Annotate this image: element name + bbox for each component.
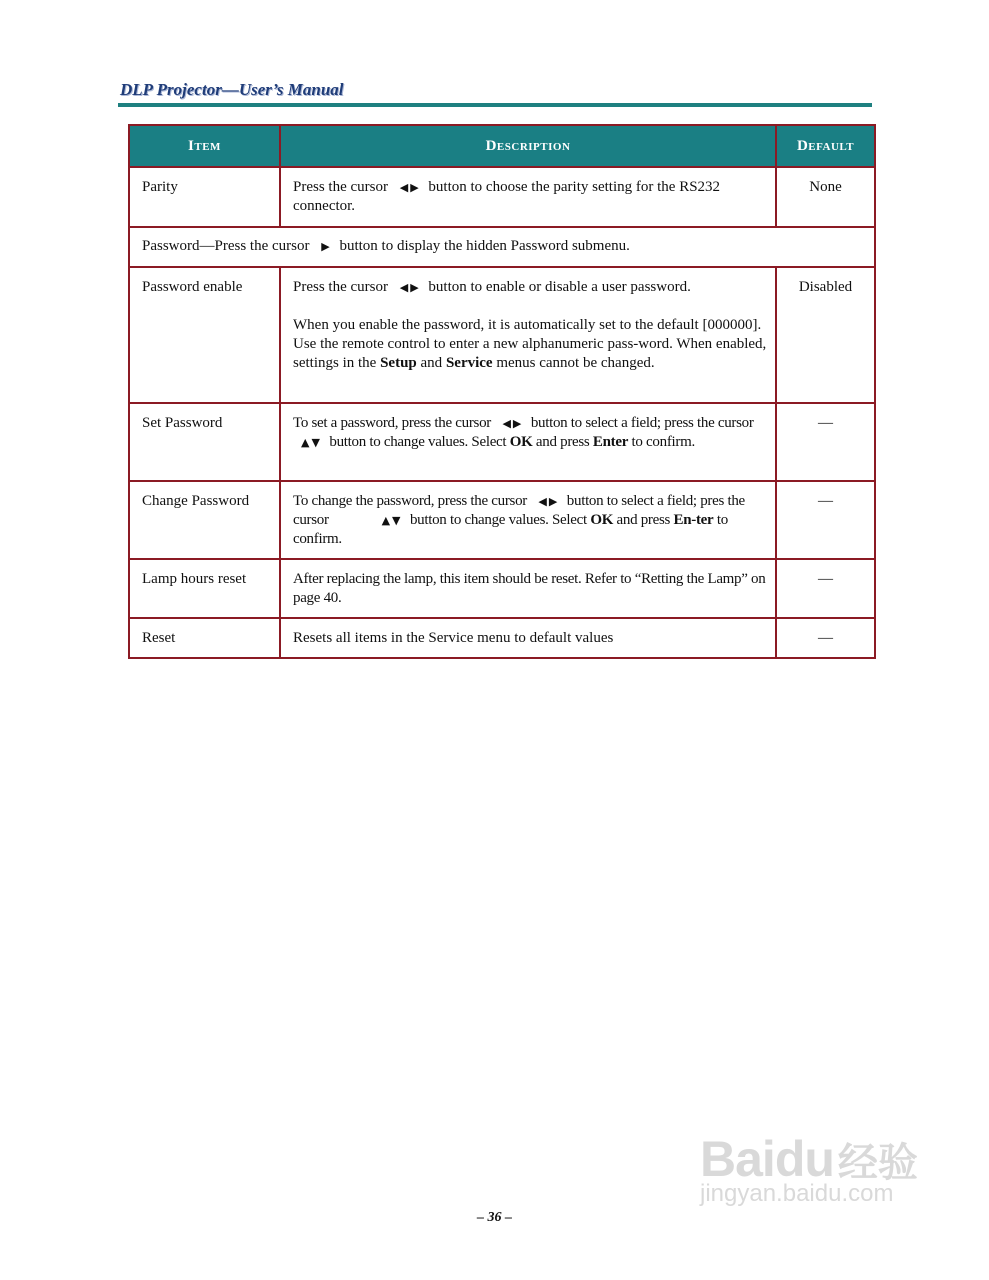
column-header-description: Description xyxy=(280,125,776,167)
table-row-password-section xyxy=(129,227,875,267)
service-menu-name: Service xyxy=(445,355,493,371)
item-cell: Parity xyxy=(129,167,280,227)
description-cell: After replacing the lamp, this item should be reset. Refer to “Retting the Lamp” on page 40. xyxy=(280,559,776,618)
table-row-password-enable xyxy=(129,267,875,403)
description-text: button to select a field; pres the cursor xyxy=(293,493,745,528)
header-rule xyxy=(118,103,872,107)
description-cell xyxy=(280,481,776,559)
description-cell xyxy=(280,267,776,403)
table-row-change-password xyxy=(129,481,875,559)
enter-key-name: En-ter xyxy=(673,512,714,528)
setup-menu-name: Setup xyxy=(380,355,417,371)
enter-key-name: Enter xyxy=(592,434,629,450)
description-text: To change the password, press the cursor xyxy=(293,493,527,509)
right-arrow-icon: ▶ xyxy=(321,240,332,253)
description-text: button to choose the parity setting for the RS232 connector. xyxy=(293,179,721,214)
description-cell xyxy=(280,403,776,481)
column-header-default: Default xyxy=(776,125,875,167)
item-cell: Lamp hours reset xyxy=(129,559,280,618)
description-text: and press xyxy=(532,434,593,450)
up-down-arrows-icon: ▲▼ xyxy=(301,436,322,449)
watermark-url: jingyan.baidu.com xyxy=(700,1180,894,1207)
description-text: Press the cursor xyxy=(293,279,388,295)
description-text: and xyxy=(416,355,446,371)
description-text: button to change values. Select xyxy=(409,512,591,528)
ok-key-name: OK xyxy=(590,512,614,528)
description-text: and press xyxy=(613,512,674,528)
item-cell: Password enable xyxy=(129,267,280,403)
section-text: Password—Press the cursor xyxy=(142,238,310,254)
description-text: button to enable or disable a user password. xyxy=(428,279,691,295)
default-cell: — xyxy=(776,559,875,618)
section-text: button to display the hidden Password submenu. xyxy=(339,238,630,254)
table-header-row xyxy=(129,125,875,167)
left-right-arrows-icon: ◀▶ xyxy=(538,495,560,508)
description-text: menus cannot be changed. xyxy=(492,355,655,371)
item-cell: Set Password xyxy=(129,403,280,481)
ok-key-name: OK xyxy=(509,434,533,450)
watermark-brand: Bai xyxy=(700,1131,775,1187)
page-number: – 36 – xyxy=(477,1210,512,1225)
description-text: button to select a field; press the cursor xyxy=(530,415,754,431)
settings-table xyxy=(128,124,876,659)
default-cell: — xyxy=(776,481,875,559)
description-text: to confirm. xyxy=(293,512,728,547)
up-down-arrows-icon: ▲▼ xyxy=(381,514,403,527)
default-cell: Disabled xyxy=(776,267,875,403)
description-text: When you enable the password, it is automatically set to the default [000000]. Use the remote control to enter a new alphanumeric pass-word. When enabled, settings in the xyxy=(293,317,767,371)
column-header-item: Item xyxy=(129,125,280,167)
watermark-brand-du: du xyxy=(774,1131,834,1187)
description-text: To set a password, press the cursor xyxy=(293,415,491,431)
left-right-arrows-icon: ◀▶ xyxy=(502,417,524,430)
default-cell: — xyxy=(776,618,875,658)
default-cell: — xyxy=(776,403,875,481)
baidu-watermark xyxy=(700,1130,918,1208)
left-right-arrows-icon: ◀▶ xyxy=(399,281,421,294)
description-text: Press the cursor xyxy=(293,179,388,195)
description-cell: Resets all items in the Service menu to default values xyxy=(280,618,776,658)
item-cell: Change Password xyxy=(129,481,280,559)
table-row-set-password xyxy=(129,403,875,481)
table-row-reset xyxy=(129,618,875,658)
item-cell: Reset xyxy=(129,618,280,658)
table-row-lamp-hours-reset xyxy=(129,559,875,618)
default-cell: None xyxy=(776,167,875,227)
left-right-arrows-icon: ◀▶ xyxy=(399,181,421,194)
table-row-parity xyxy=(129,167,875,227)
description-text: to confirm. xyxy=(628,434,695,450)
document-header-title: DLP Projector—User’s Manual xyxy=(120,80,344,99)
watermark-chinese: 经验 xyxy=(837,1141,918,1185)
section-cell xyxy=(129,227,875,267)
description-cell xyxy=(280,167,776,227)
description-text: button to change values. Select xyxy=(329,434,510,450)
